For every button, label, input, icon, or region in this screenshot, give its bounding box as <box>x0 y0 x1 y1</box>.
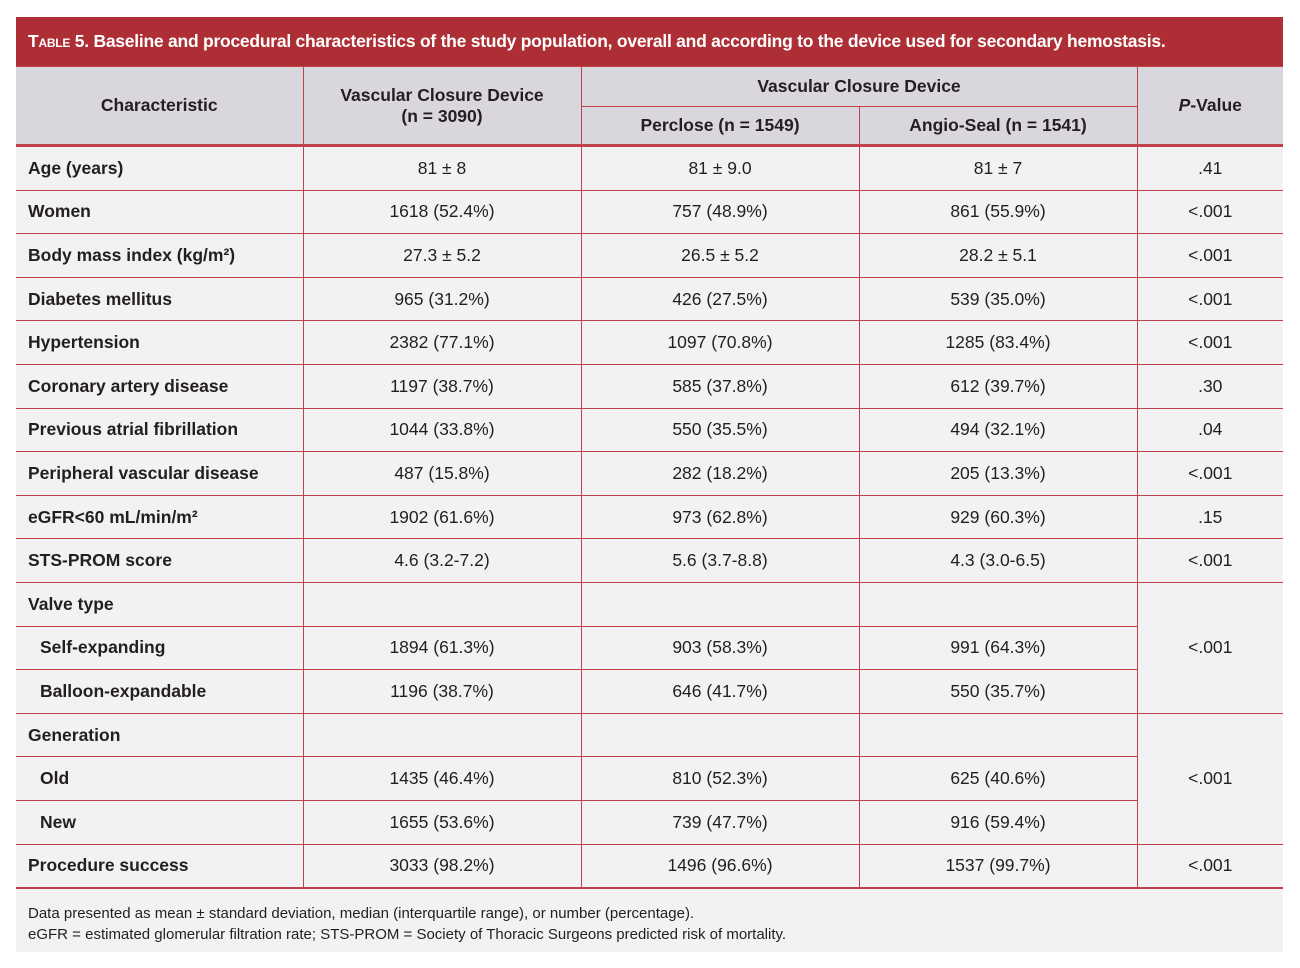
table-row <box>16 452 1283 496</box>
group-row <box>16 713 1283 757</box>
cell-angioseal: 625 (40.6%) <box>859 757 1137 801</box>
cell-angioseal: 929 (60.3%) <box>859 495 1137 539</box>
cell-perclose: 5.6 (3.7-8.8) <box>581 539 859 583</box>
row-label: Age (years) <box>16 146 303 191</box>
table-container <box>16 17 1283 952</box>
cell-pvalue: <.001 <box>1137 234 1283 278</box>
cell-overall: 1618 (52.4%) <box>303 190 581 234</box>
cell-pvalue: <.001 <box>1137 321 1283 365</box>
cell-angioseal: 916 (59.4%) <box>859 800 1137 844</box>
cell-overall: 1197 (38.7%) <box>303 364 581 408</box>
cell-overall: 965 (31.2%) <box>303 277 581 321</box>
cell-angioseal: 28.2 ± 5.1 <box>859 234 1137 278</box>
cell-pvalue: .04 <box>1137 408 1283 452</box>
subgroup-row <box>16 670 1283 714</box>
table-row <box>16 495 1283 539</box>
cell-perclose: 282 (18.2%) <box>581 452 859 496</box>
header-device-group: Vascular Closure Device <box>581 67 1137 107</box>
cell-perclose: 903 (58.3%) <box>581 626 859 670</box>
table-number: Table 5. <box>28 31 89 51</box>
header-pvalue-p: P <box>1178 95 1191 115</box>
row-label: Hypertension <box>16 321 303 365</box>
cell-pvalue: <.001 <box>1137 713 1283 844</box>
cell-overall: 1435 (46.4%) <box>303 757 581 801</box>
subgroup-row <box>16 626 1283 670</box>
cell-perclose: 426 (27.5%) <box>581 277 859 321</box>
cell-perclose: 550 (35.5%) <box>581 408 859 452</box>
footnote-line-2: eGFR = estimated glomerular filtration rate; STS-PROM = Society of Thoracic Surgeons predicted risk of mortality. <box>28 926 787 944</box>
cell-overall: 1894 (61.3%) <box>303 626 581 670</box>
cell-angioseal: 494 (32.1%) <box>859 408 1137 452</box>
cell-empty <box>859 582 1137 626</box>
footnote-line-1: Data presented as mean ± standard deviation, median (interquartile range), or number (percentage). <box>28 905 695 923</box>
row-label: Previous atrial fibrillation <box>16 408 303 452</box>
header-pvalue <box>1137 67 1283 146</box>
cell-empty <box>581 582 859 626</box>
table-caption: Baseline and procedural characteristics of the study population, overall and according to the device used for secondary hemostasis. <box>93 31 1166 51</box>
header-overall-line1: Vascular Closure Device <box>340 84 544 105</box>
table-row <box>16 321 1283 365</box>
cell-angioseal: 861 (55.9%) <box>859 190 1137 234</box>
cell-overall: 1044 (33.8%) <box>303 408 581 452</box>
table-row <box>16 539 1283 583</box>
subgroup-label: Balloon-expandable <box>16 670 303 714</box>
cell-overall: 487 (15.8%) <box>303 452 581 496</box>
cell-angioseal: 539 (35.0%) <box>859 277 1137 321</box>
table-footnote <box>16 889 1283 952</box>
cell-perclose: 1097 (70.8%) <box>581 321 859 365</box>
subgroup-label: Old <box>16 757 303 801</box>
characteristics-table <box>16 66 1283 889</box>
cell-angioseal: 4.3 (3.0-6.5) <box>859 539 1137 583</box>
cell-perclose: 973 (62.8%) <box>581 495 859 539</box>
header-angioseal: Angio-Seal (n = 1541) <box>859 107 1137 146</box>
table-header <box>16 67 1283 146</box>
table-title <box>16 17 1283 66</box>
table-row <box>16 364 1283 408</box>
table-row <box>16 190 1283 234</box>
cell-pvalue: <.001 <box>1137 582 1283 713</box>
cell-empty <box>581 713 859 757</box>
cell-empty <box>303 582 581 626</box>
subgroup-label: Self-expanding <box>16 626 303 670</box>
cell-angioseal: 612 (39.7%) <box>859 364 1137 408</box>
cell-angioseal: 1285 (83.4%) <box>859 321 1137 365</box>
cell-overall: 27.3 ± 5.2 <box>303 234 581 278</box>
cell-overall: 2382 (77.1%) <box>303 321 581 365</box>
cell-angioseal: 205 (13.3%) <box>859 452 1137 496</box>
cell-pvalue: .15 <box>1137 495 1283 539</box>
cell-angioseal: 1537 (99.7%) <box>859 844 1137 888</box>
row-label: Body mass index (kg/m²) <box>16 234 303 278</box>
header-perclose: Perclose (n = 1549) <box>581 107 859 146</box>
subgroup-row <box>16 757 1283 801</box>
cell-angioseal: 991 (64.3%) <box>859 626 1137 670</box>
row-label: Diabetes mellitus <box>16 277 303 321</box>
cell-pvalue: <.001 <box>1137 539 1283 583</box>
table-body <box>16 146 1283 889</box>
group-label: Valve type <box>16 582 303 626</box>
cell-overall: 81 ± 8 <box>303 146 581 191</box>
cell-perclose: 739 (47.7%) <box>581 800 859 844</box>
row-label: STS-PROM score <box>16 539 303 583</box>
subgroup-label: New <box>16 800 303 844</box>
cell-perclose: 81 ± 9.0 <box>581 146 859 191</box>
group-label: Generation <box>16 713 303 757</box>
header-overall-line2: (n = 3090) <box>401 105 483 126</box>
table-row <box>16 844 1283 888</box>
cell-perclose: 1496 (96.6%) <box>581 844 859 888</box>
cell-pvalue: <.001 <box>1137 277 1283 321</box>
cell-perclose: 585 (37.8%) <box>581 364 859 408</box>
cell-angioseal: 81 ± 7 <box>859 146 1137 191</box>
header-characteristic: Characteristic <box>16 67 303 146</box>
cell-pvalue: <.001 <box>1137 190 1283 234</box>
table-row <box>16 234 1283 278</box>
cell-overall: 3033 (98.2%) <box>303 844 581 888</box>
cell-overall: 1655 (53.6%) <box>303 800 581 844</box>
cell-pvalue: <.001 <box>1137 844 1283 888</box>
subgroup-row <box>16 800 1283 844</box>
cell-empty <box>859 713 1137 757</box>
cell-perclose: 646 (41.7%) <box>581 670 859 714</box>
cell-perclose: 810 (52.3%) <box>581 757 859 801</box>
row-label: Peripheral vascular disease <box>16 452 303 496</box>
table-row <box>16 408 1283 452</box>
cell-pvalue: <.001 <box>1137 452 1283 496</box>
header-pvalue-rest: -Value <box>1190 95 1242 115</box>
row-label: Women <box>16 190 303 234</box>
header-overall <box>303 67 581 146</box>
group-row <box>16 582 1283 626</box>
row-label: Coronary artery disease <box>16 364 303 408</box>
row-label: Procedure success <box>16 844 303 888</box>
cell-angioseal: 550 (35.7%) <box>859 670 1137 714</box>
cell-perclose: 26.5 ± 5.2 <box>581 234 859 278</box>
table-row <box>16 277 1283 321</box>
cell-overall: 1902 (61.6%) <box>303 495 581 539</box>
cell-overall: 4.6 (3.2-7.2) <box>303 539 581 583</box>
cell-perclose: 757 (48.9%) <box>581 190 859 234</box>
cell-empty <box>303 713 581 757</box>
row-label: eGFR<60 mL/min/m² <box>16 495 303 539</box>
cell-pvalue: .41 <box>1137 146 1283 191</box>
table-row <box>16 146 1283 191</box>
cell-pvalue: .30 <box>1137 364 1283 408</box>
cell-overall: 1196 (38.7%) <box>303 670 581 714</box>
